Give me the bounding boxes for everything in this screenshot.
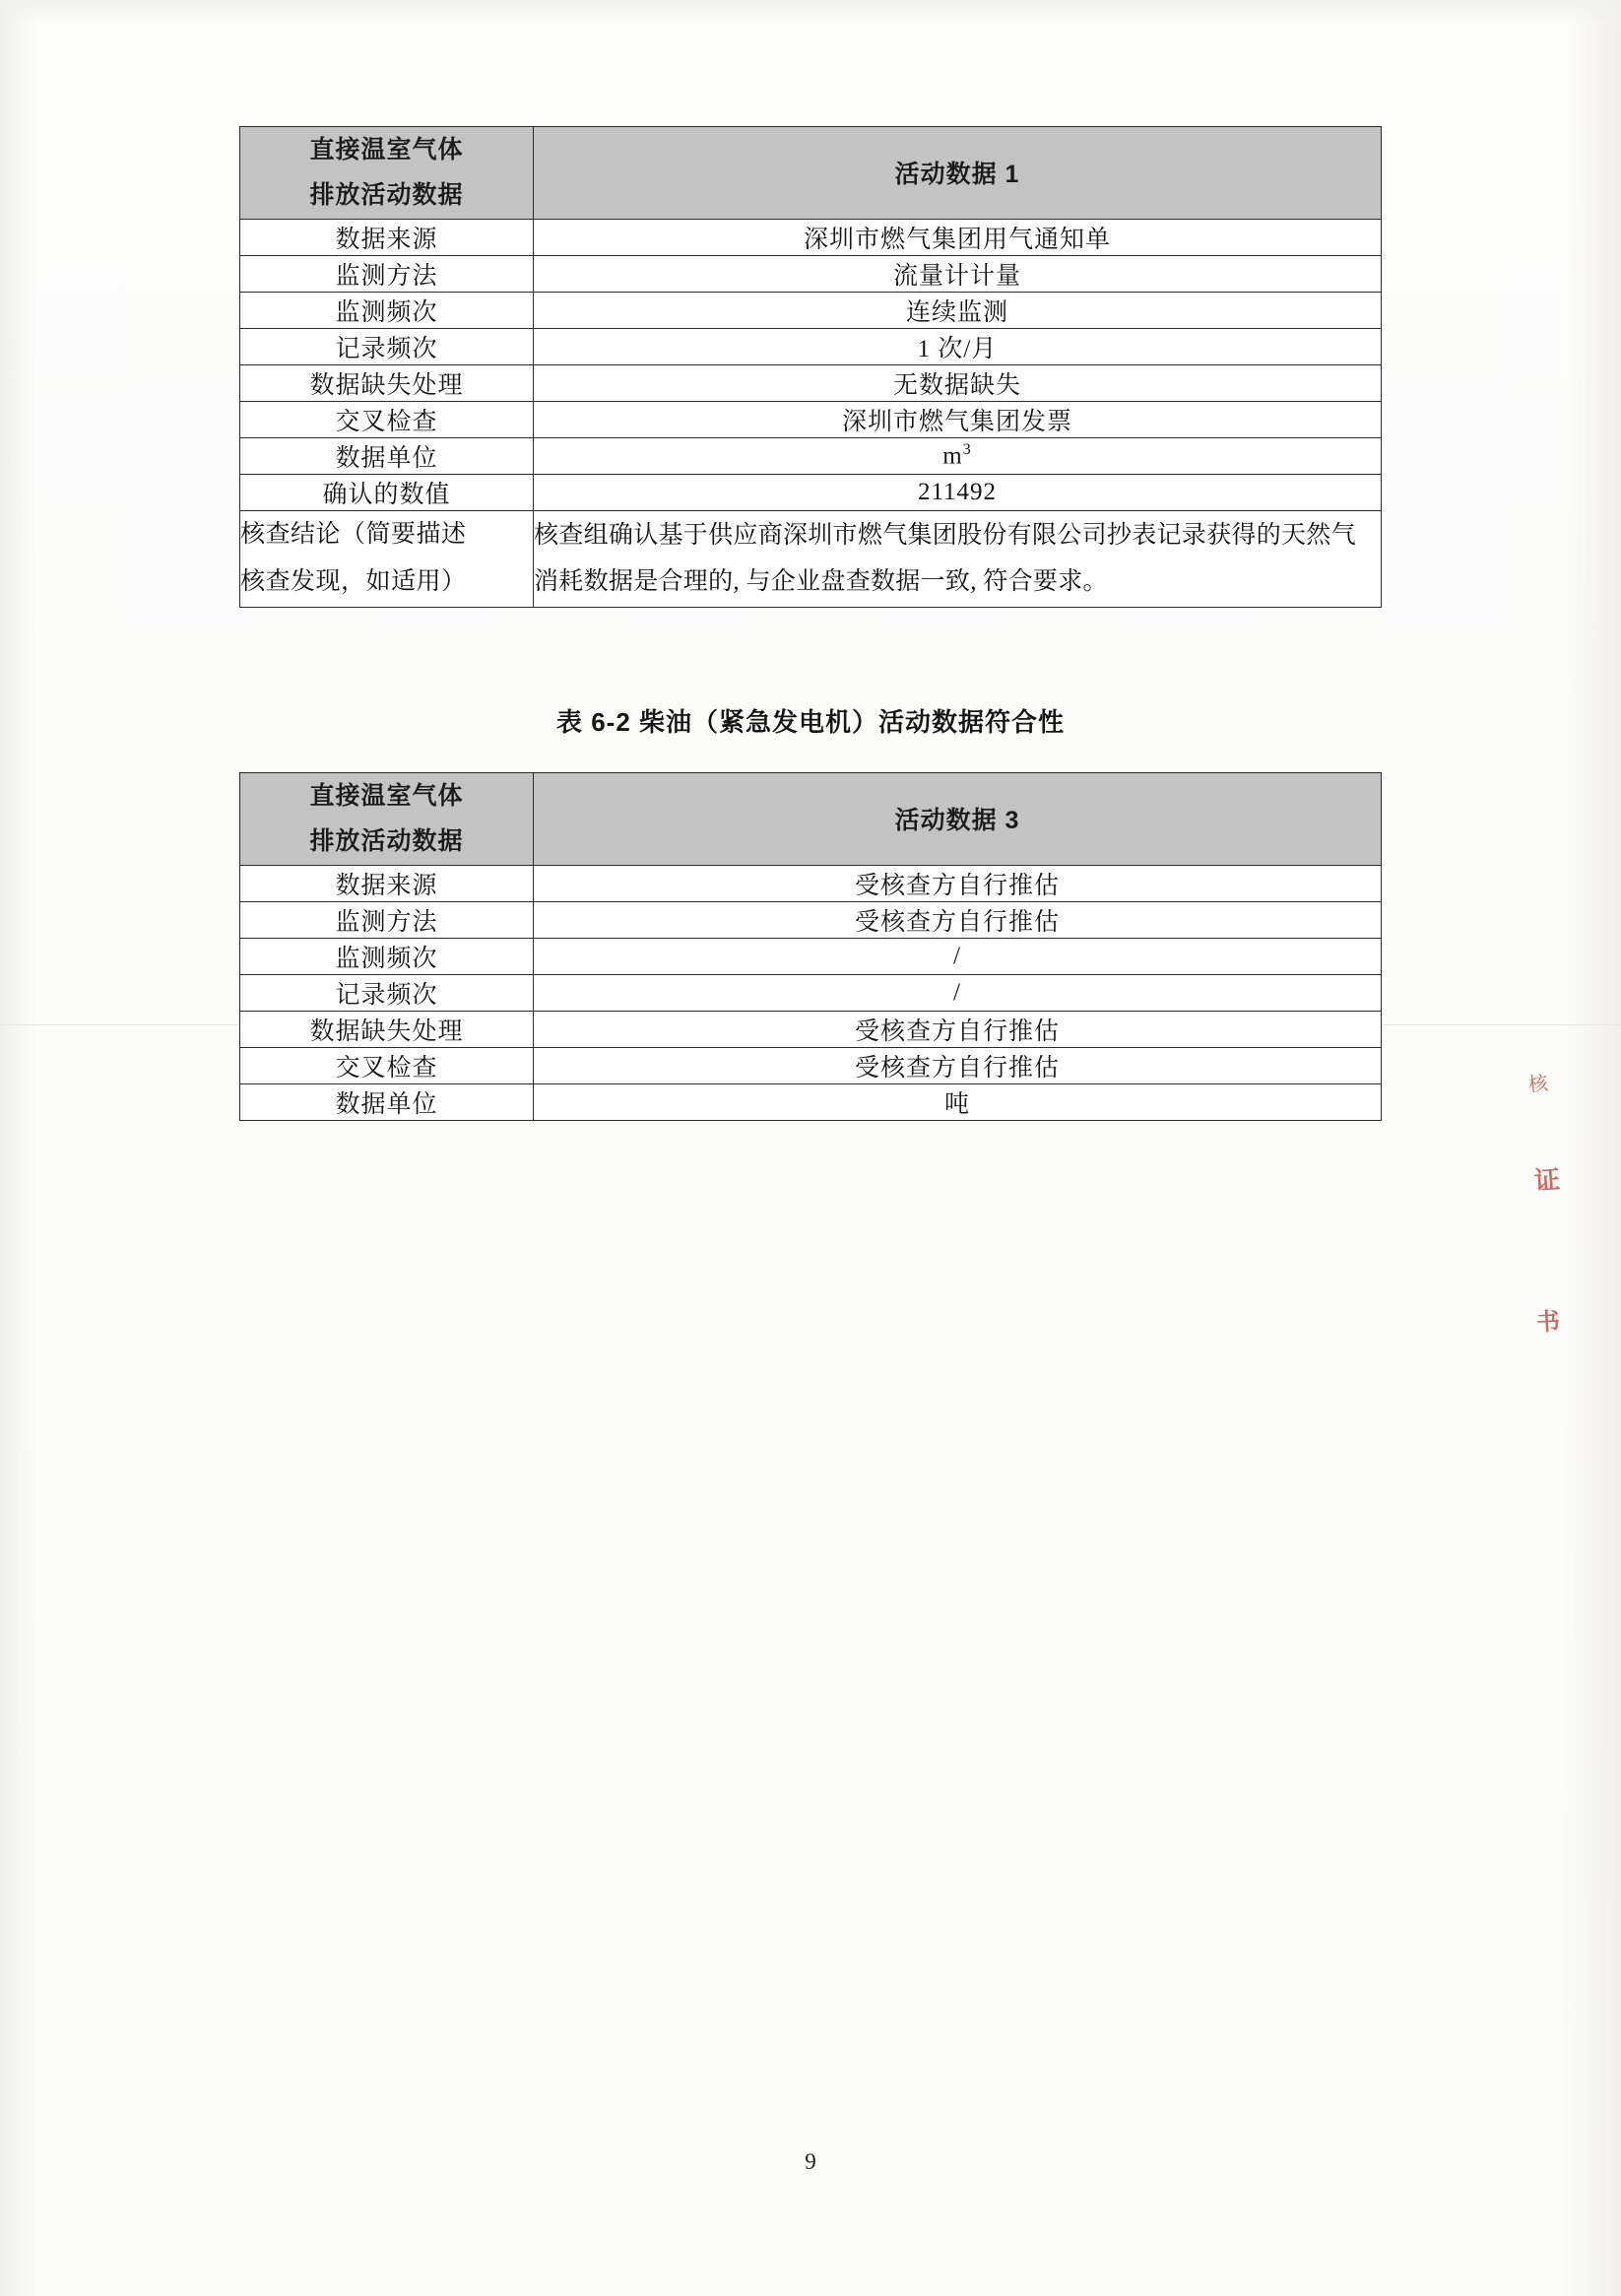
row-label: 数据缺失处理 [240,1011,534,1047]
conclusion-label-line2: 核查发现，如适用） [240,568,467,596]
row-label: 监测方法 [240,901,534,938]
stamp-fragment-2: 证 [1532,1165,1561,1196]
header-label-line2: 排放活动数据 [309,181,464,210]
header-label-cell [240,773,534,866]
table-row [240,974,1382,1011]
row-value-unit [534,437,1382,474]
table-caption-6-2: 表 6-2 柴油（紧急发电机）活动数据符合性 [555,707,1066,737]
row-value: 受核查方自行推估 [534,1011,1382,1047]
table-row [240,938,1382,974]
table-row [240,292,1382,328]
table-row [240,401,1382,437]
page-edge-left [0,0,37,2296]
conclusion-label [240,510,534,608]
header-label-line2: 排放活动数据 [309,827,464,856]
row-value: 211492 [534,474,1382,510]
table-row [240,1011,1382,1047]
page-edge-top [0,0,1621,26]
row-value: 深圳市燃气集团用气通知单 [534,219,1382,255]
row-value: 吨 [534,1083,1382,1120]
header-label-line1: 直接温室气体 [309,782,464,810]
row-label: 数据单位 [240,1083,534,1120]
header-label-line1: 直接温室气体 [309,136,464,164]
table-row [240,364,1382,401]
row-value: 深圳市燃气集团发票 [534,401,1382,437]
row-value: 受核查方自行推估 [534,1047,1382,1083]
table-row [240,328,1382,364]
conclusion-label-line1: 核查结论（简要描述 [240,520,467,548]
table-row [240,219,1382,255]
row-label: 记录频次 [240,974,534,1011]
row-value: 流量计计量 [534,255,1382,292]
table-row [240,474,1382,510]
table-row [240,1047,1382,1083]
row-value: / [534,938,1382,974]
table-row [240,865,1382,901]
row-value: 受核查方自行推估 [534,865,1382,901]
table-row [240,255,1382,292]
row-label: 监测方法 [240,255,534,292]
table-header-row [240,127,1382,220]
row-label: 数据单位 [240,437,534,474]
row-label: 数据缺失处理 [240,364,534,401]
row-label: 确认的数值 [240,474,534,510]
row-label: 记录频次 [240,328,534,364]
row-label: 监测频次 [240,938,534,974]
unit-exponent: 3 [962,440,972,459]
row-value: 1 次/月 [534,328,1382,364]
row-value: 连续监测 [534,292,1382,328]
stamp-fragment-3: 书 [1535,1309,1561,1337]
row-label: 监测频次 [240,292,534,328]
row-value: / [534,974,1382,1011]
table-row [240,1083,1382,1120]
table-row [240,437,1382,474]
unit-base: m [942,442,963,470]
page-edge-right [1562,0,1621,2296]
row-label: 数据来源 [240,219,534,255]
row-label: 交叉检查 [240,1047,534,1083]
conclusion-text: 核查组确认基于供应商深圳市燃气集团股份有限公司抄表记录获得的天然气消耗数据是合理的, 与企业盘查数据一致, 符合要求。 [534,510,1382,608]
row-label: 数据来源 [240,865,534,901]
table-header-row [240,773,1382,866]
stamp-fragment-1: 核 [1526,1072,1552,1097]
row-label: 交叉检查 [240,401,534,437]
row-value: 无数据缺失 [534,364,1382,401]
table-row-conclusion [240,510,1382,608]
header-value-cell: 活动数据 1 [534,127,1382,220]
document-content [239,126,1382,1121]
table-row [240,901,1382,938]
page-number: 9 [805,2149,816,2174]
activity-data-table-2 [239,772,1382,1121]
header-value-cell: 活动数据 3 [534,773,1382,866]
header-label-cell [240,127,534,220]
activity-data-table-1 [239,126,1382,608]
row-value: 受核查方自行推估 [534,901,1382,938]
